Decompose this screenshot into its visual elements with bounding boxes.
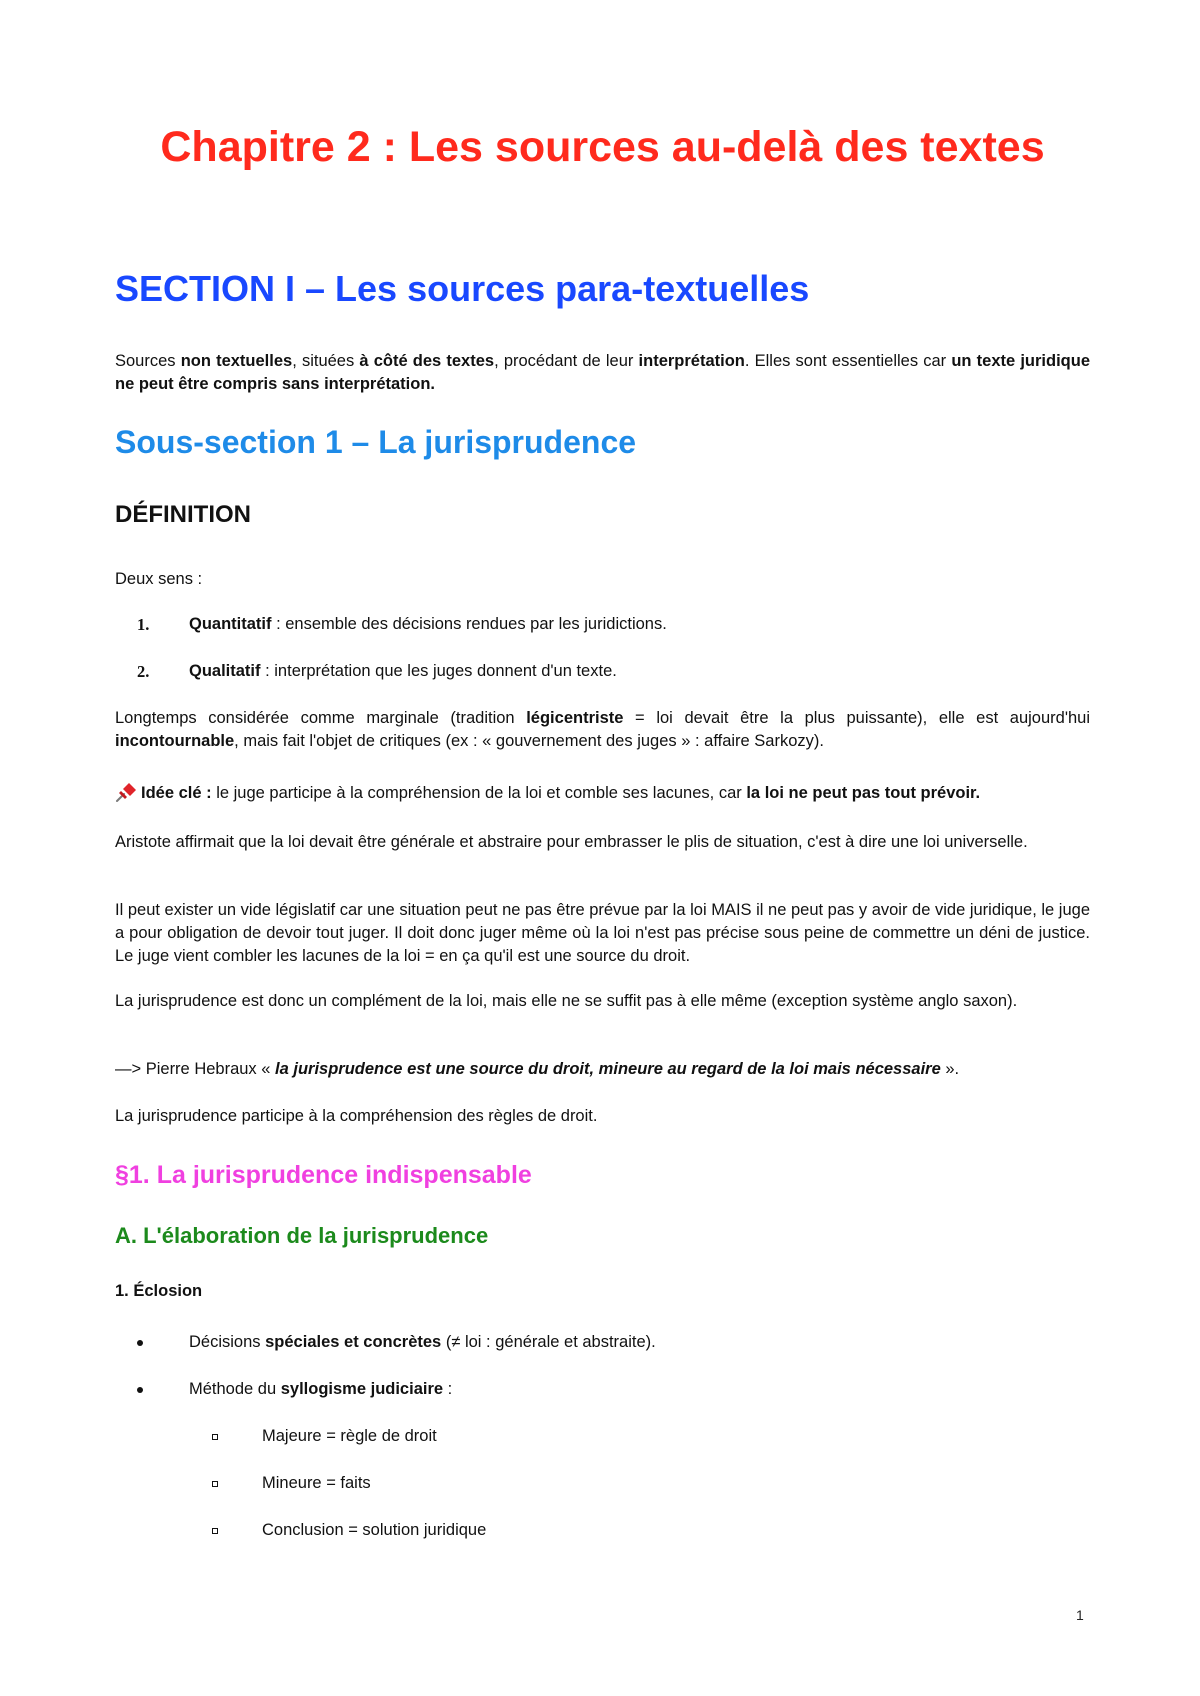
square-bullet (212, 1481, 218, 1487)
page-number: 1 (1076, 1607, 1084, 1623)
eclosion-title: 1. Éclosion (115, 1282, 203, 1300)
vide-paragraph: Il peut exister un vide législatif car une situation peut ne pas être prévue par la loi MAIS il ne peut pas y avoir de vide juridique, le juge a pour obligation de devoir tout juger. Il doit donc juger même où la loi n'est pas précise sous peine de commettre un déni de justice. Le juge vient combler les lacunes de la loi = en ça qu'il est une source du droit. (115, 901, 1090, 965)
bullet-item-decisions: Décisions spéciales et concrètes (≠ loi : générale et abstraite). (115, 1331, 1090, 1354)
paragraph-1-title: §1. La jurisprudence indispensable (115, 1161, 532, 1189)
pushpin-icon (115, 782, 137, 802)
idee-cle-paragraph: Idée clé : le juge participe à la compréhension de la loi et comble ses lacunes, car la loi ne peut pas tout prévoir. (115, 782, 1090, 805)
subsection-title: Sous-section 1 – La jurisprudence (115, 424, 637, 460)
square-bullet (212, 1528, 218, 1534)
hebraux-quote: —> Pierre Hebraux « la jurisprudence est une source du droit, mineure au regard de la loi mais nécessaire ». (115, 1060, 960, 1078)
section-title: SECTION I – Les sources para-textuelles (115, 268, 810, 309)
list-item-quantitatif: 1. Quantitatif : ensemble des décisions rendues par les juridictions. (137, 615, 667, 634)
bullet-dot (137, 1340, 143, 1346)
chapter-title: Chapitre 2 : Les sources au-delà des textes (160, 123, 1045, 171)
bullet-dot (137, 1387, 143, 1393)
intro-paragraph: Sources non textuelles, situées à côté des textes, procédant de leur interprétation. Elles sont essentielles car un texte juridique ne peut être compris sans interprétation. (115, 352, 1090, 393)
list-item-qualitatif: 2. Qualitatif : interprétation que les juges donnent d'un texte. (137, 662, 617, 681)
participe-paragraph: La jurisprudence participe à la compréhension des règles de droit. (115, 1107, 598, 1125)
aristote-paragraph: Aristote affirmait que la loi devait être générale et abstraire pour embrasser le plis de situation, c'est à dire une loi universelle. (115, 833, 1028, 851)
longtemps-paragraph: Longtemps considérée comme marginale (tradition légicentriste = loi devait être la plus puissante), elle est aujourd'hui incontournable, mais fait l'objet de critiques (ex : « gouvernement des juges » : affaire Sarkozy). (115, 709, 1090, 750)
square-bullet (212, 1434, 218, 1440)
complement-paragraph: La jurisprudence est donc un complément de la loi, mais elle ne se suffit pas à elle même (exception système anglo saxon). (115, 992, 1018, 1010)
bullet-item-methode: Méthode du syllogisme judiciaire : (115, 1378, 1090, 1401)
sub-bullet-conclusion: Conclusion = solution juridique (115, 1519, 1090, 1542)
section-a-title: A. L'élaboration de la jurisprudence (115, 1223, 489, 1248)
list-number: 1. (137, 615, 150, 634)
deux-sens-text: Deux sens : (115, 570, 203, 588)
definition-heading: DÉFINITION (115, 501, 251, 528)
list-number: 2. (137, 662, 150, 681)
sub-bullet-mineure: Mineure = faits (115, 1472, 1090, 1495)
sub-bullet-majeure: Majeure = règle de droit (115, 1425, 1090, 1448)
